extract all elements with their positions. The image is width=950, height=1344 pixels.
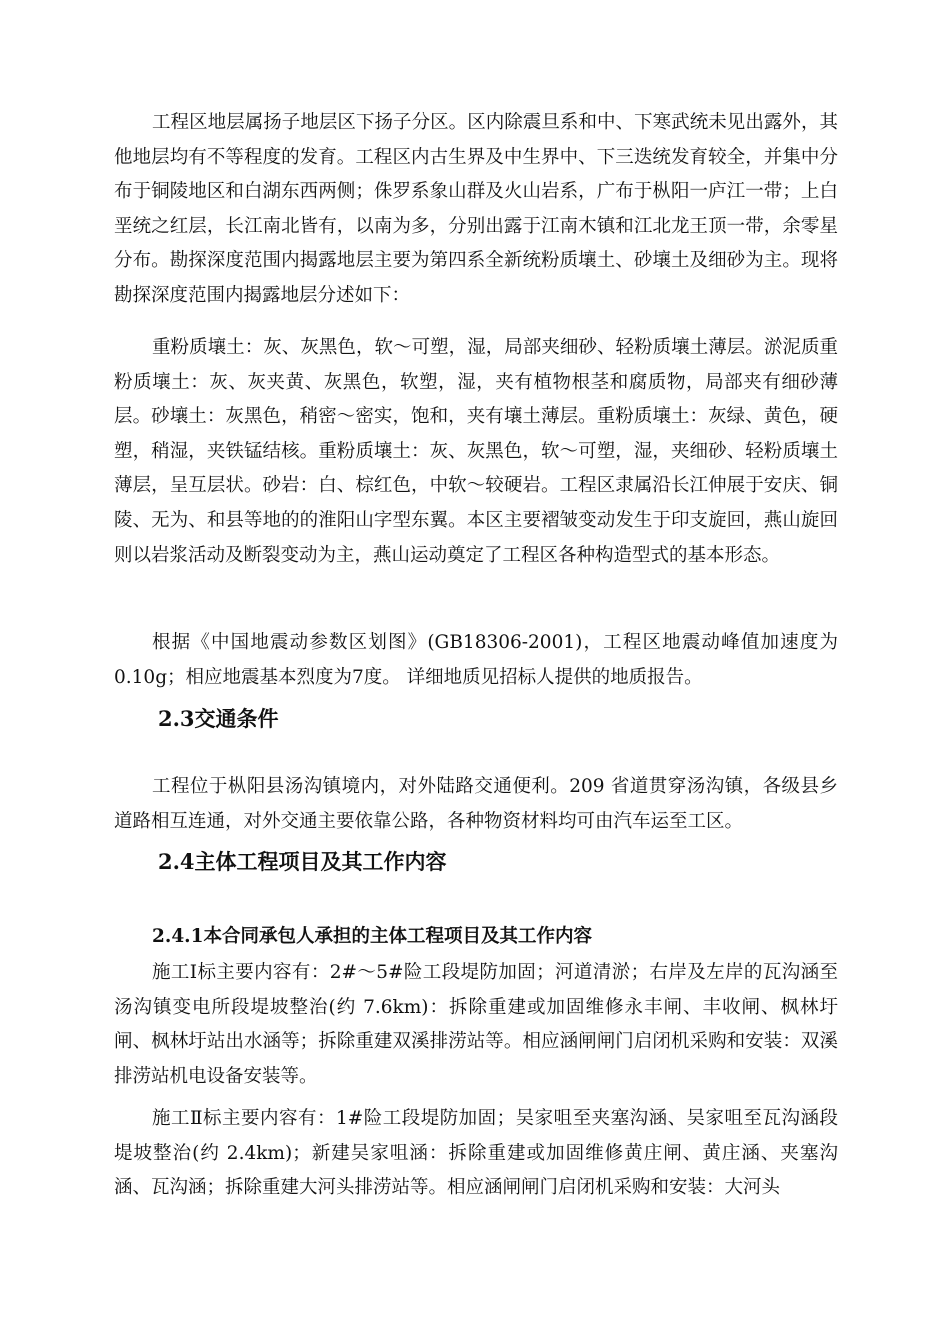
paragraph-stratigraphy: 工程区地层属扬子地层区下扬子分区。区内除震旦系和中、下寒武统未见出露外，其他地层均有不等程度的发育。工程区内古生界及中生界中、下三迭统发育较全，并集中分布于铜陵地区和白湖东西两侧；侏罗系象山群及火山岩系，广布于枞阳一庐江一带；上白垩统之红层，长江南北皆有，以南为多，分别出露于江南木镇和江北龙王顶一带，余零星分布。勘探深度范围内揭露地层主要为第四系全新统粉质壤土、砂壤土及细砂为主。现将勘探深度范围内揭露地层分述如下：: [114, 112, 838, 306]
paragraph-bid-section-1: 施工Ⅰ标主要内容有：2#～5#险工段堤防加固；河道清淤；右岸及左岸的瓦沟涵至汤沟镇变电所段堤坡整治(约 7.6km)：拆除重建或加固维修永丰闸、丰收闸、枫林圩闸、枫林圩站出水涵等；拆除重建双溪排涝站等。相应涵闸闸门启闭机采购和安装：双溪排涝站机电设备安装等。: [114, 962, 838, 1087]
paragraph-seismic: 根据《中国地震动参数区划图》(GB18306-2001)，工程区地震动峰值加速度为0.10g；相应地震基本烈度为7度。 详细地质见招标人提供的地质报告。: [114, 632, 838, 688]
paragraph-bid-section-2: 施工Ⅱ标主要内容有：1#险工段堤防加固；吴家咀至夹塞沟涵、吴家咀至瓦沟涵段堤坡整治(约 2.4km)；新建吴家咀涵：拆除重建或加固维修黄庄闸、黄庄涵、夹塞沟涵、瓦沟涵；拆除重建大河头排涝站等。相应涵闸闸门启闭机采购和安装：大河头: [114, 1108, 838, 1199]
paragraph-soil-layers: 重粉质壤土：灰、灰黑色，软～可塑，湿，局部夹细砂、轻粉质壤土薄层。淤泥质重粉质壤土：灰、灰夹黄、灰黑色，软塑，湿，夹有植物根茎和腐质物，局部夹有细砂薄层。砂壤土：灰黑色，稍密～密实，饱和，夹有壤土薄层。重粉质壤土：灰绿、黄色，硬塑，稍湿，夹铁锰结核。重粉质壤土：灰、灰黑色，软～可塑，湿，夹细砂、轻粉质壤土薄层，呈互层状。砂岩：白、棕红色，中软～较硬岩。工程区隶属沿长江伸展于安庆、铜陵、无为、和县等地的的淮阳山字型东翼。本区主要褶皱变动发生于印支旋回，燕山旋回则以岩浆活动及断裂变动为主，燕山运动奠定了工程区各种构造型式的基本形态。: [114, 337, 838, 566]
section-heading-2-4: 2.4主体工程项目及其工作内容: [158, 849, 447, 874]
section-heading-2-3: 2.3交通条件: [158, 706, 279, 731]
paragraph-traffic: 工程位于枞阳县汤沟镇境内，对外陆路交通便利。209 省道贯穿汤沟镇，各级县乡道路相互连通，对外交通主要依靠公路，各种物资材料均可由汽车运至工区。: [114, 776, 838, 832]
subsection-heading-2-4-1: 2.4.1本合同承包人承担的主体工程项目及其工作内容: [152, 926, 593, 947]
